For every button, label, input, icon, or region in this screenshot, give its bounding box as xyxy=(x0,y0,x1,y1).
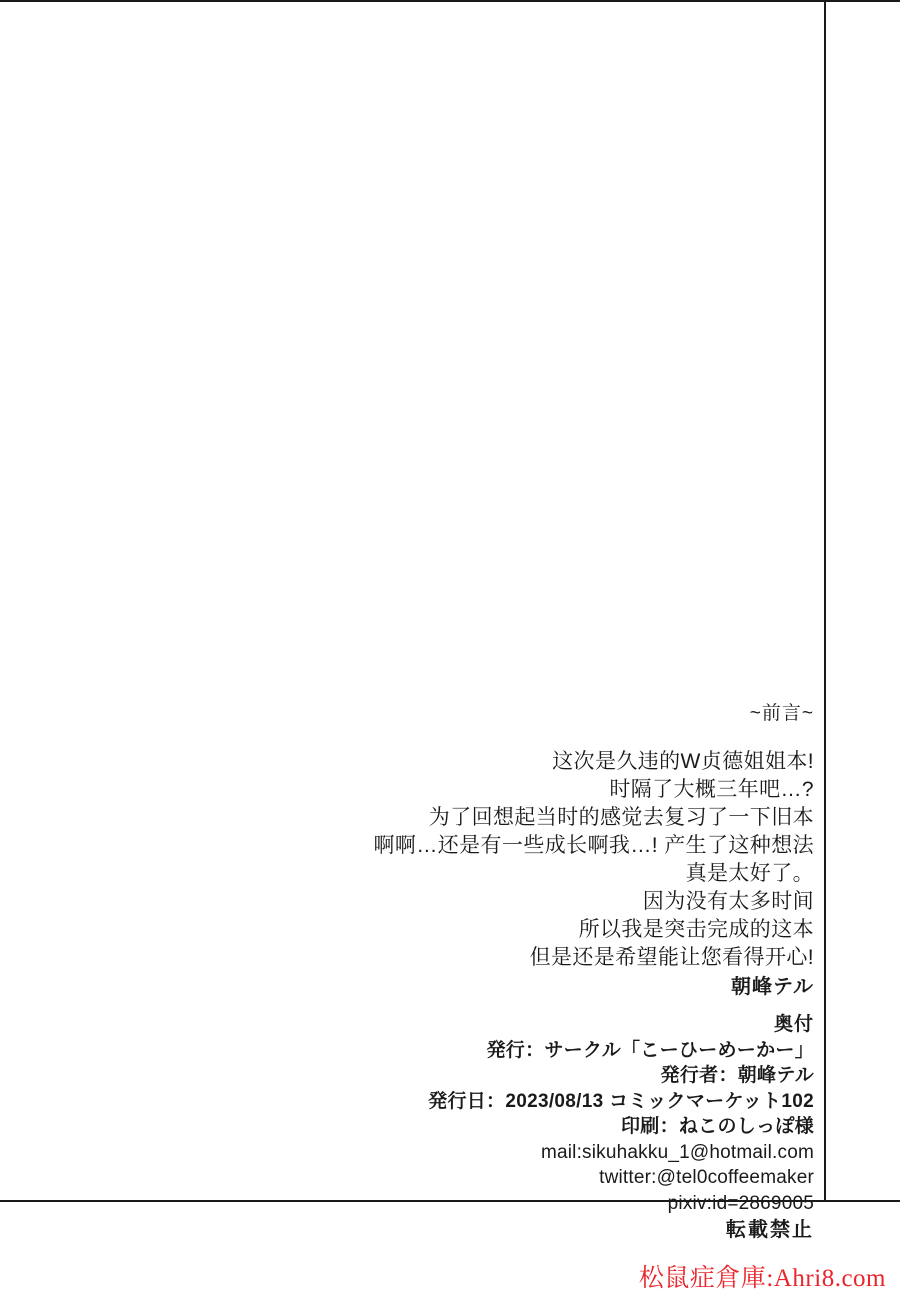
afterword-line: 真是太好了。 xyxy=(685,862,814,885)
colophon-printer: 印刷：ねこのしっぽ様 xyxy=(620,1116,814,1137)
afterword-line: 啊啊…还是有一些成长啊我…! 产生了这种想法 xyxy=(373,834,814,857)
afterword-line: 但是还是希望能让您看得开心! xyxy=(529,946,814,969)
colophon-date: 発行日：2023/08/13 コミックマーケット102 xyxy=(428,1090,814,1112)
colophon-author: 発行者：朝峰テル xyxy=(660,1065,814,1086)
afterword-line: 这次是久违的W贞德姐姐本! xyxy=(552,750,814,773)
colophon-heading: 奥付 xyxy=(773,1014,814,1035)
afterword-line: 为了回想起当时的感觉去复习了一下旧本 xyxy=(428,806,814,829)
afterword-body xyxy=(0,748,814,1002)
colophon-reprint-notice: 転載禁止 xyxy=(726,1219,814,1241)
colophon-publisher: 発行：サークル「こーひーめーかー」 xyxy=(486,1039,814,1061)
page-border-top xyxy=(0,0,900,2)
colophon-mail: mail:sikuhakku_1@hotmail.com xyxy=(540,1141,814,1163)
author-signature: 朝峰テル xyxy=(731,976,814,998)
afterword-line: 时隔了大概三年吧…? xyxy=(609,778,814,801)
afterword-line: 所以我是突击完成的这本 xyxy=(578,918,814,941)
colophon-pixiv: pixiv:id=2869005 xyxy=(667,1192,814,1214)
watermark-text: 松鼠症倉庫:Ahri8.com xyxy=(638,1265,886,1292)
colophon-section xyxy=(0,1012,824,1244)
afterword-line: 因为没有太多时间 xyxy=(642,890,814,913)
afterword-section xyxy=(0,700,824,1002)
colophon-twitter: twitter:@tel0coffeemaker xyxy=(599,1167,814,1188)
afterword-title: ~前言~ xyxy=(749,703,814,724)
page-border-right xyxy=(824,0,826,1202)
